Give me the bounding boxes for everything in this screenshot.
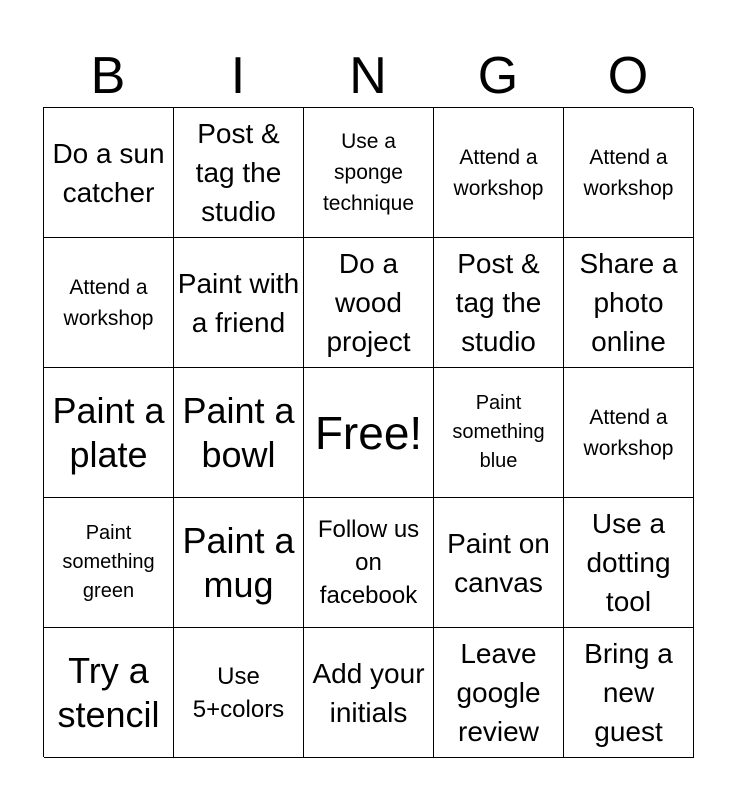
bingo-cell[interactable] <box>174 498 304 628</box>
bingo-cell[interactable] <box>304 498 434 628</box>
bingo-cell[interactable] <box>174 238 304 368</box>
bingo-cell[interactable] <box>564 238 694 368</box>
cell-text: Attend a workshop <box>453 145 544 200</box>
bingo-cell[interactable] <box>434 108 564 238</box>
bingo-cell[interactable] <box>44 108 174 238</box>
bingo-cell[interactable] <box>304 628 434 758</box>
bingo-cell[interactable] <box>434 368 564 498</box>
bingo-cell[interactable] <box>174 368 304 498</box>
header-letter-i: I <box>230 47 246 105</box>
cell-text: Attend a workshop <box>583 145 674 200</box>
cell-text: Attend a workshop <box>63 275 154 330</box>
bingo-cell[interactable] <box>44 368 174 498</box>
header-letter-b: B <box>90 47 126 105</box>
cell-text: Paint a plate <box>52 389 165 475</box>
cell-text: Use a dotting tool <box>586 508 671 617</box>
cell-text: Use 5+colors <box>192 662 285 723</box>
header-letter-g: G <box>477 47 519 105</box>
bingo-header <box>43 46 693 106</box>
bingo-cell[interactable] <box>564 368 694 498</box>
cell-text: Try a stencil <box>57 649 160 735</box>
cell-text: Paint a bowl <box>182 389 295 475</box>
cell-text: Post & tag the studio <box>455 248 542 357</box>
bingo-cell[interactable] <box>564 108 694 238</box>
cell-text: Paint something green <box>62 522 155 602</box>
bingo-cell[interactable] <box>44 238 174 368</box>
cell-text: Paint something blue <box>452 392 545 472</box>
cell-text: Attend a workshop <box>583 405 674 460</box>
free-space[interactable] <box>304 368 434 498</box>
cell-text: Post & tag the studio <box>195 118 282 227</box>
cell-text: Paint with a friend <box>177 267 300 338</box>
cell-text: Paint a mug <box>182 519 295 605</box>
cell-text: Follow us on facebook <box>317 516 420 609</box>
cell-text: Share a photo online <box>579 248 678 357</box>
bingo-cell[interactable] <box>564 498 694 628</box>
cell-text: Leave google review <box>456 638 541 747</box>
bingo-cell[interactable] <box>44 628 174 758</box>
cell-text: Free! <box>314 406 423 459</box>
bingo-cell[interactable] <box>564 628 694 758</box>
cell-text: Use a sponge technique <box>322 130 415 215</box>
bingo-cell[interactable] <box>434 628 564 758</box>
bingo-cell[interactable] <box>304 238 434 368</box>
cell-text: Add your initials <box>312 657 425 728</box>
bingo-cell[interactable] <box>434 238 564 368</box>
cell-text: Do a sun catcher <box>52 137 165 208</box>
bingo-cell[interactable] <box>174 628 304 758</box>
bingo-cell[interactable] <box>44 498 174 628</box>
bingo-card-grid <box>43 107 693 757</box>
header-letter-n: N <box>349 47 387 105</box>
bingo-cell[interactable] <box>174 108 304 238</box>
bingo-cell[interactable] <box>434 498 564 628</box>
cell-text: Paint on canvas <box>447 527 550 598</box>
cell-text: Do a wood project <box>326 248 411 357</box>
bingo-cell[interactable] <box>304 108 434 238</box>
header-letter-o: O <box>607 47 649 105</box>
cell-text: Bring a new guest <box>584 638 673 747</box>
